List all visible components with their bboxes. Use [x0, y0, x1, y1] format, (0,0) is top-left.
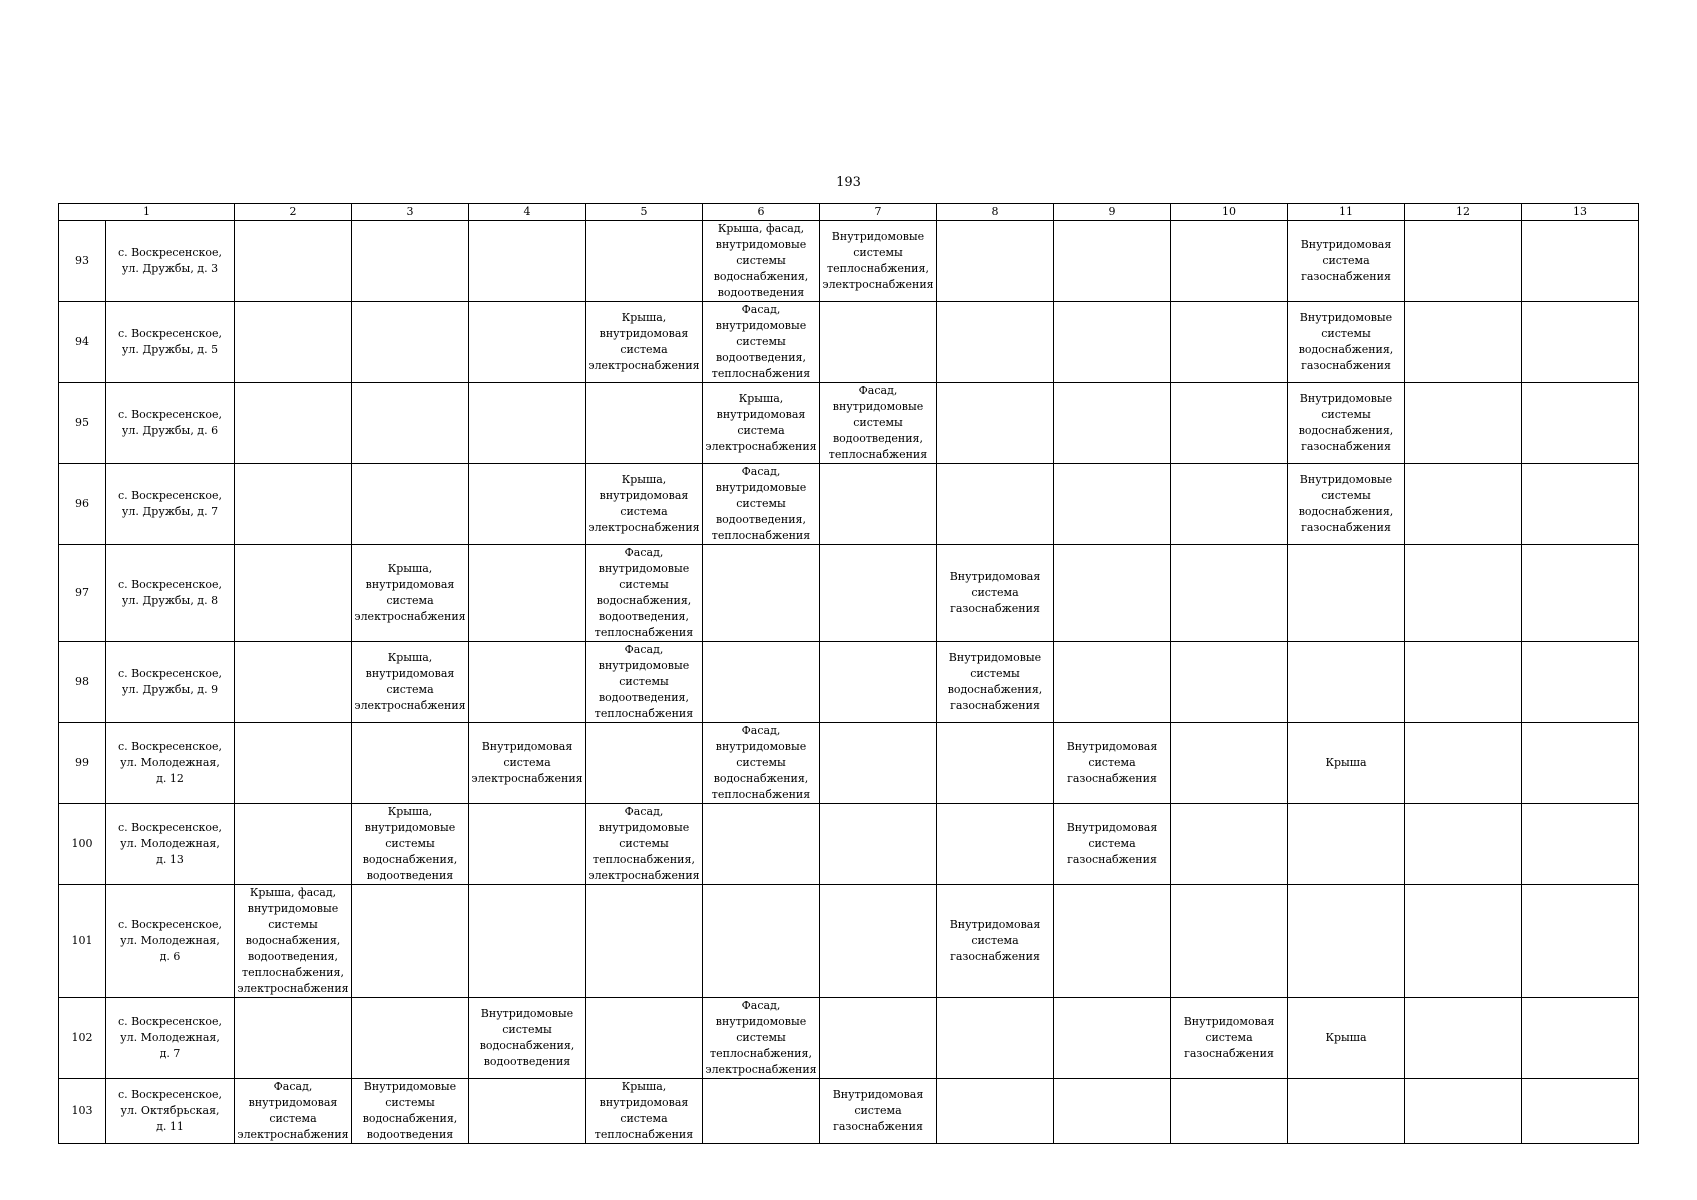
- work-cell-col-9: [1054, 221, 1171, 302]
- work-cell-col-13: [1522, 885, 1639, 998]
- work-cell-col-4: [469, 642, 586, 723]
- work-cell-col-8: [937, 998, 1054, 1079]
- work-cell-col-4: Внутридомовая система электроснабжения: [469, 723, 586, 804]
- work-cell-col-5: Фасад, внутридомовые системы водоснабжения, водоотведения, теплоснабжения: [586, 545, 703, 642]
- address-cell: с. Воскресенское, ул. Дружбы, д. 7: [106, 464, 235, 545]
- work-cell-col-8: Внутридомовые системы водоснабжения, газоснабжения: [937, 642, 1054, 723]
- column-number: 12: [1405, 204, 1522, 221]
- work-cell-col-2: [235, 998, 352, 1079]
- row-number: 99: [59, 723, 106, 804]
- table-row: [59, 383, 1639, 464]
- work-cell-col-2: [235, 642, 352, 723]
- row-number: 96: [59, 464, 106, 545]
- work-cell-col-13: [1522, 545, 1639, 642]
- work-cell-col-7: [820, 545, 937, 642]
- work-cell-col-13: [1522, 383, 1639, 464]
- work-cell-col-10: [1171, 804, 1288, 885]
- column-number: 1: [59, 204, 235, 221]
- work-cell-col-9: [1054, 545, 1171, 642]
- work-cell-col-10: [1171, 723, 1288, 804]
- work-cell-col-2: [235, 723, 352, 804]
- row-number: 95: [59, 383, 106, 464]
- work-cell-col-12: [1405, 723, 1522, 804]
- work-cell-col-3: Крыша, внутридомовые системы водоснабжения, водоотведения: [352, 804, 469, 885]
- work-cell-col-4: [469, 302, 586, 383]
- work-cell-col-7: Внутридомовая система газоснабжения: [820, 1079, 937, 1144]
- work-cell-col-6: Фасад, внутридомовые системы водоснабжения, теплоснабжения: [703, 723, 820, 804]
- work-cell-col-11: [1288, 804, 1405, 885]
- work-cell-col-11: Внутридомовые системы водоснабжения, газоснабжения: [1288, 383, 1405, 464]
- work-cell-col-12: [1405, 804, 1522, 885]
- work-cell-col-9: [1054, 885, 1171, 998]
- work-cell-col-8: [937, 1079, 1054, 1144]
- work-cell-col-4: [469, 383, 586, 464]
- column-number: 8: [937, 204, 1054, 221]
- work-cell-col-9: [1054, 642, 1171, 723]
- work-cell-col-11: Внутридомовые системы водоснабжения, газоснабжения: [1288, 302, 1405, 383]
- work-cell-col-6: Фасад, внутридомовые системы водоотведения, теплоснабжения: [703, 302, 820, 383]
- work-cell-col-12: [1405, 383, 1522, 464]
- work-cell-col-12: [1405, 221, 1522, 302]
- work-cell-col-7: [820, 464, 937, 545]
- work-cell-col-9: [1054, 998, 1171, 1079]
- work-cell-col-2: Крыша, фасад, внутридомовые системы водоснабжения, водоотведения, теплоснабжения, электроснабжения: [235, 885, 352, 998]
- work-cell-col-5: [586, 723, 703, 804]
- row-number: 100: [59, 804, 106, 885]
- table-row: [59, 723, 1639, 804]
- work-cell-col-6: Крыша, фасад, внутридомовые системы водоснабжения, водоотведения: [703, 221, 820, 302]
- work-cell-col-13: [1522, 642, 1639, 723]
- work-cell-col-11: Крыша: [1288, 998, 1405, 1079]
- work-cell-col-4: [469, 885, 586, 998]
- work-cell-col-6: [703, 1079, 820, 1144]
- address-cell: с. Воскресенское, ул. Дружбы, д. 9: [106, 642, 235, 723]
- column-number: 6: [703, 204, 820, 221]
- work-cell-col-9: [1054, 1079, 1171, 1144]
- work-cell-col-13: [1522, 302, 1639, 383]
- work-cell-col-13: [1522, 1079, 1639, 1144]
- work-cell-col-4: [469, 804, 586, 885]
- work-cell-col-5: Крыша, внутридомовая система электроснабжения: [586, 464, 703, 545]
- work-cell-col-4: [469, 464, 586, 545]
- work-cell-col-3: [352, 302, 469, 383]
- work-cell-col-4: [469, 1079, 586, 1144]
- address-cell: с. Воскресенское, ул. Молодежная, д. 13: [106, 804, 235, 885]
- work-cell-col-11: Крыша: [1288, 723, 1405, 804]
- work-cell-col-2: [235, 383, 352, 464]
- work-cell-col-6: Фасад, внутридомовые системы водоотведения, теплоснабжения: [703, 464, 820, 545]
- work-cell-col-6: Фасад, внутридомовые системы теплоснабжения, электроснабжения: [703, 998, 820, 1079]
- address-cell: с. Воскресенское, ул. Молодежная, д. 12: [106, 723, 235, 804]
- work-cell-col-5: Крыша, внутридомовая система электроснабжения: [586, 302, 703, 383]
- work-cell-col-13: [1522, 221, 1639, 302]
- work-cell-col-3: [352, 885, 469, 998]
- work-cell-col-8: Внутридомовая система газоснабжения: [937, 545, 1054, 642]
- table-row: [59, 464, 1639, 545]
- work-cell-col-13: [1522, 804, 1639, 885]
- table-row: [59, 804, 1639, 885]
- work-cell-col-2: [235, 464, 352, 545]
- row-number: 101: [59, 885, 106, 998]
- work-cell-col-12: [1405, 1079, 1522, 1144]
- work-cell-col-11: [1288, 545, 1405, 642]
- work-cell-col-7: [820, 804, 937, 885]
- work-cell-col-10: Внутридомовая система газоснабжения: [1171, 998, 1288, 1079]
- column-number: 2: [235, 204, 352, 221]
- work-cell-col-10: [1171, 383, 1288, 464]
- work-cell-col-5: [586, 221, 703, 302]
- row-number: 97: [59, 545, 106, 642]
- work-cell-col-11: [1288, 885, 1405, 998]
- work-cell-col-11: Внутридомовые системы водоснабжения, газоснабжения: [1288, 464, 1405, 545]
- work-cell-col-12: [1405, 464, 1522, 545]
- work-cell-col-12: [1405, 545, 1522, 642]
- work-cell-col-11: [1288, 1079, 1405, 1144]
- work-cell-col-3: Крыша, внутридомовая система электроснабжения: [352, 642, 469, 723]
- work-cell-col-3: [352, 998, 469, 1079]
- address-cell: с. Воскресенское, ул. Дружбы, д. 5: [106, 302, 235, 383]
- row-number: 103: [59, 1079, 106, 1144]
- work-cell-col-3: [352, 464, 469, 545]
- table-row: [59, 642, 1639, 723]
- work-cell-col-8: [937, 302, 1054, 383]
- row-number: 94: [59, 302, 106, 383]
- work-cell-col-13: [1522, 998, 1639, 1079]
- work-cell-col-8: [937, 464, 1054, 545]
- column-number: 11: [1288, 204, 1405, 221]
- work-cell-col-5: Фасад, внутридомовые системы теплоснабжения, электроснабжения: [586, 804, 703, 885]
- work-cell-col-8: [937, 723, 1054, 804]
- column-number: 7: [820, 204, 937, 221]
- table-row: [59, 1079, 1639, 1144]
- work-cell-col-11: Внутридомовая система газоснабжения: [1288, 221, 1405, 302]
- work-cell-col-8: [937, 804, 1054, 885]
- column-number: 5: [586, 204, 703, 221]
- work-cell-col-7: [820, 723, 937, 804]
- address-cell: с. Воскресенское, ул. Дружбы, д. 8: [106, 545, 235, 642]
- work-cell-col-4: [469, 545, 586, 642]
- row-number: 93: [59, 221, 106, 302]
- work-cell-col-12: [1405, 885, 1522, 998]
- work-cell-col-9: [1054, 302, 1171, 383]
- work-cell-col-6: [703, 642, 820, 723]
- address-cell: с. Воскресенское, ул. Дружбы, д. 3: [106, 221, 235, 302]
- work-cell-col-12: [1405, 642, 1522, 723]
- work-cell-col-8: [937, 221, 1054, 302]
- column-number: 3: [352, 204, 469, 221]
- work-cell-col-7: [820, 998, 937, 1079]
- table-row: [59, 302, 1639, 383]
- work-cell-col-11: [1288, 642, 1405, 723]
- work-cell-col-8: Внутридомовая система газоснабжения: [937, 885, 1054, 998]
- column-number: 4: [469, 204, 586, 221]
- work-cell-col-2: [235, 302, 352, 383]
- work-cell-col-10: [1171, 221, 1288, 302]
- work-cell-col-3: [352, 221, 469, 302]
- table-row: [59, 885, 1639, 998]
- page-number: 193: [836, 175, 861, 190]
- work-cell-col-3: [352, 383, 469, 464]
- work-cell-col-5: [586, 998, 703, 1079]
- work-cell-col-2: Фасад, внутридомовая система электроснабжения: [235, 1079, 352, 1144]
- work-cell-col-7: Внутридомовые системы теплоснабжения, электроснабжения: [820, 221, 937, 302]
- table-row: [59, 545, 1639, 642]
- work-cell-col-6: Крыша, внутридомовая система электроснабжения: [703, 383, 820, 464]
- work-cell-col-5: Фасад, внутридомовые системы водоотведения, теплоснабжения: [586, 642, 703, 723]
- address-cell: с. Воскресенское, ул. Молодежная, д. 7: [106, 998, 235, 1079]
- work-cell-col-5: [586, 383, 703, 464]
- work-cell-col-10: [1171, 642, 1288, 723]
- work-cell-col-8: [937, 383, 1054, 464]
- column-number-row: [59, 204, 1639, 221]
- work-cell-col-6: [703, 885, 820, 998]
- table-row: [59, 221, 1639, 302]
- column-number: 10: [1171, 204, 1288, 221]
- work-cell-col-9: Внутридомовая система газоснабжения: [1054, 804, 1171, 885]
- work-cell-col-10: [1171, 545, 1288, 642]
- row-number: 98: [59, 642, 106, 723]
- work-cell-col-9: [1054, 383, 1171, 464]
- work-cell-col-10: [1171, 464, 1288, 545]
- work-cell-col-9: [1054, 464, 1171, 545]
- work-cell-col-13: [1522, 464, 1639, 545]
- work-cell-col-7: [820, 885, 937, 998]
- work-cell-col-6: [703, 804, 820, 885]
- work-cell-col-7: [820, 302, 937, 383]
- table-row: [59, 998, 1639, 1079]
- work-cell-col-9: Внутридомовая система газоснабжения: [1054, 723, 1171, 804]
- work-cell-col-7: Фасад, внутридомовые системы водоотведения, теплоснабжения: [820, 383, 937, 464]
- work-cell-col-7: [820, 642, 937, 723]
- work-cell-col-12: [1405, 302, 1522, 383]
- work-cell-col-4: Внутридомовые системы водоснабжения, водоотведения: [469, 998, 586, 1079]
- work-cell-col-3: Крыша, внутридомовая система электроснабжения: [352, 545, 469, 642]
- work-cell-col-4: [469, 221, 586, 302]
- work-cell-col-12: [1405, 998, 1522, 1079]
- work-cell-col-2: [235, 804, 352, 885]
- work-cell-col-5: [586, 885, 703, 998]
- work-cell-col-10: [1171, 885, 1288, 998]
- row-number: 102: [59, 998, 106, 1079]
- address-cell: с. Воскресенское, ул. Дружбы, д. 6: [106, 383, 235, 464]
- capital-repair-schedule-table: [58, 203, 1639, 1144]
- address-cell: с. Воскресенское, ул. Молодежная, д. 6: [106, 885, 235, 998]
- work-cell-col-5: Крыша, внутридомовая система теплоснабжения: [586, 1079, 703, 1144]
- work-cell-col-13: [1522, 723, 1639, 804]
- work-cell-col-10: [1171, 302, 1288, 383]
- work-cell-col-10: [1171, 1079, 1288, 1144]
- work-cell-col-3: Внутридомовые системы водоснабжения, водоотведения: [352, 1079, 469, 1144]
- address-cell: с. Воскресенское, ул. Октябрьская, д. 11: [106, 1079, 235, 1144]
- work-cell-col-2: [235, 545, 352, 642]
- work-cell-col-6: [703, 545, 820, 642]
- column-number: 13: [1522, 204, 1639, 221]
- column-number: 9: [1054, 204, 1171, 221]
- work-cell-col-2: [235, 221, 352, 302]
- work-cell-col-3: [352, 723, 469, 804]
